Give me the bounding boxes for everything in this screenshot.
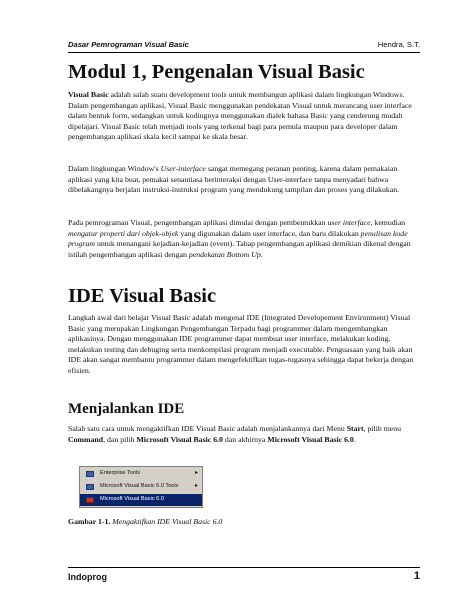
menu-vb-app: Microsoft Visual Basic 6.0 [267, 434, 354, 444]
intro-paragraph [68, 90, 420, 143]
bu-text-c: yang digunakan dalam user interface, dan baru dilakukan [178, 228, 361, 238]
caption-number: Gambar 1-1. [68, 517, 111, 526]
bu-text-b: , kemudian [370, 218, 406, 227]
ide-section-title: IDE Visual Basic [68, 285, 217, 307]
menu-item-label: Microsoft Visual Basic 6.0 [100, 496, 164, 502]
page-header [68, 38, 420, 52]
run-text-e: dan akhirnya [222, 434, 268, 444]
header-title: Dasar Pemrograman Visual Basic [68, 40, 189, 49]
figure-caption [68, 517, 420, 528]
submenu-arrow-icon: ▸ [194, 483, 198, 489]
folder-icon [86, 471, 94, 477]
ide-text: Langkah awal dari belajar Visual Basic adalah mengenal IDE (Integrated Developement Environment) Visual Basic yang merupakan Lingkungan Pengembangan Terpadu bagi programmer dalam mengembangkan aplikasinya. Dengan menggunakan IDE programmer dapat membuat user interface, melakukan koding, melakukan testing dan debuging serta menkompilasi program menjadi executable. Penguasaan yang baik akan IDE akan sangat membantu programmer dalam mengefektifkan tugas-tugasnya sehingga dapat bekerja dengan efisien. [68, 313, 414, 375]
run-text-f: . [353, 434, 356, 444]
submenu-arrow-icon: ▸ [194, 470, 198, 476]
run-ide-paragraph [68, 424, 420, 445]
footer-publisher: Indoprog [68, 572, 107, 582]
ui-paragraph [68, 164, 420, 196]
page-footer [68, 568, 420, 584]
menu-command: Command [68, 434, 104, 444]
bu-text-a: Pada pemrograman Visual, pengembangan aplikasi dimulai dengan pembentukkan [68, 218, 328, 227]
term-visual-basic: Visual Basic [68, 90, 109, 99]
bu-term-3: penulisan kode program [68, 228, 408, 249]
start-menu-screenshot [79, 466, 203, 508]
ide-paragraph [68, 313, 420, 377]
bu-term-2: mengatur properti dari objek-objek [68, 228, 179, 238]
run-text-c: , pilih menu [363, 424, 402, 433]
page-number: 1 [413, 570, 420, 582]
bottom-up-paragraph [68, 218, 420, 260]
caption-text: Mengaktifkan IDE Visual Basic 6.0 [110, 517, 223, 526]
ui-term: User-interface [160, 164, 206, 173]
folder-icon [86, 484, 94, 490]
bu-text-d: untuk menangani kejadian-kejadian (event). Tahap pengembangan aplikasi demikian dikenal dengan istilah pengembangan aplikasi dengan [68, 239, 411, 259]
menu-start: Start [346, 424, 364, 433]
menu-item-label: Microsoft Visual Basic 6.0 Tools [100, 483, 179, 489]
run-text-a: Salah satu cara untuk mengaktifkan IDE Visual Basic adalah menjalankannya dari Menu [68, 424, 347, 433]
menu-item-vb6[interactable] [80, 494, 202, 506]
menu-vb-folder: Microsoft Visual Basic 6.0 [136, 434, 223, 444]
header-author: Hendra, S.T. [377, 40, 420, 49]
header-rule [68, 52, 420, 53]
ui-text-b: sangat memegang peranan penting, karena dalam pemakaian aplikasi yang kita buat, pemakai senantiasa berinteraksi dengan User-interface tanpa menyadari bahwa dibelakangnya berjalan instruksi-instruksi program yang mendukung tampilan dan proses yang dilakukan. [68, 164, 400, 195]
ui-text-a: Dalam lingkungan Window's [68, 164, 161, 173]
menu-item-vb-tools[interactable] [80, 481, 202, 493]
intro-text: adalah salah suatu development tools untuk membangun aplikasi dalam lingkungan Windows. Dalam pengembangan aplikasi, Visual Basic menggunakan pendekatan Visual untuk merancang user interface dalam bentuk form, sedangkan untuk kodingnya menggunakan dialek bahasa Basic yang cenderung mudah dipelajari. Visual Basic telah menjadi tools yang terkenal bagi para pemula maupun para developer dalam pengembangan aplikasi skala kecil sampai ke skala besar. [68, 90, 412, 142]
module-title: Modul 1, Pengenalan Visual Basic [68, 61, 365, 83]
bu-term-1: user interface [327, 218, 371, 227]
bu-term-4: pendekatan Bottom Up [188, 249, 261, 259]
bu-text-e: . [260, 249, 263, 259]
menu-item-enterprise-tools[interactable] [80, 468, 202, 480]
vb-app-icon [86, 497, 94, 503]
run-ide-title: Menjalankan IDE [68, 401, 185, 417]
menu-item-label: Enterprise Tools [100, 470, 141, 476]
run-text-d: , dan pilih [103, 434, 137, 444]
